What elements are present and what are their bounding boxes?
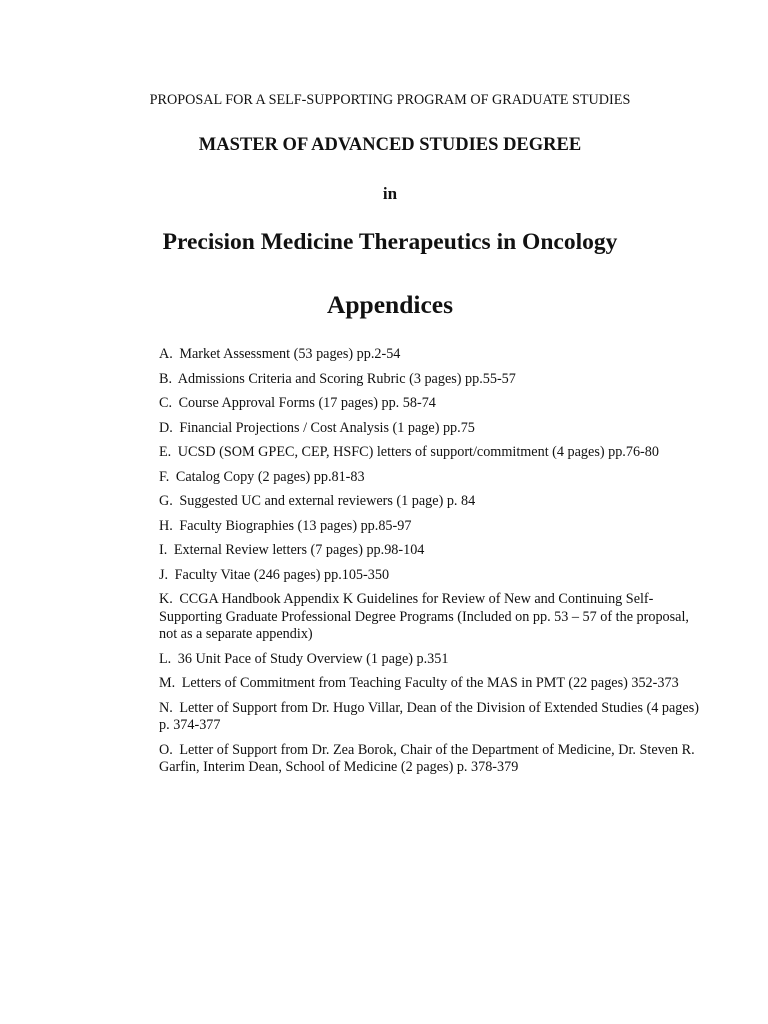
appendix-text: UCSD (SOM GPEC, CEP, HSFC) letters of support/commitment (4 pages) pp.76-80	[177, 444, 659, 460]
appendix-text: External Review letters (7 pages) pp.98-104	[173, 542, 425, 558]
appendix-item-l	[159, 651, 699, 669]
appendix-text: CCGA Handbook Appendix K Guidelines for Review of New and Continuing Self-Supporting Graduate Professional Degree Programs (Included on pp. 53 – 57 of the proposal, not as a separate appendix)	[159, 591, 689, 642]
appendix-text: Market Assessment (53 pages) pp.2-54	[179, 346, 401, 362]
appendix-text: Letters of Commitment from Teaching Faculty of the MAS in PMT (22 pages) 352-373	[181, 675, 679, 691]
appendix-item-a	[159, 346, 699, 364]
appendix-item-i	[159, 542, 699, 560]
appendix-letter: I.	[159, 542, 168, 558]
appendix-item-m	[159, 675, 699, 693]
appendix-text: Suggested UC and external reviewers (1 page) p. 84	[179, 493, 476, 509]
appendix-text: Faculty Biographies (13 pages) pp.85-97	[179, 517, 412, 534]
appendix-letter: G.	[159, 493, 173, 509]
appendix-letter: N.	[159, 699, 173, 716]
appendices-title: Appendices	[326, 290, 454, 319]
appendix-letter: J.	[159, 566, 169, 583]
connector-word: in	[382, 184, 398, 203]
appendix-letter: E.	[159, 444, 172, 460]
appendix-item-e	[159, 444, 699, 462]
appendix-list	[159, 346, 699, 784]
appendix-item-o	[159, 742, 699, 777]
appendix-letter: H.	[159, 517, 173, 534]
appendix-text: 36 Unit Pace of Study Overview (1 page) p.351	[177, 650, 449, 667]
appendix-letter: L.	[159, 650, 172, 667]
appendix-item-f	[159, 469, 699, 487]
proposal-heading: PROPOSAL FOR A SELF-SUPPORTING PROGRAM OF GRADUATE STUDIES	[149, 92, 631, 108]
appendix-text: Financial Projections / Cost Analysis (1 page) pp.75	[179, 419, 475, 436]
appendix-letter: O.	[159, 741, 173, 758]
appendix-letter: D.	[159, 419, 173, 436]
appendix-letter: F.	[159, 468, 170, 485]
appendix-item-g	[159, 493, 699, 511]
appendix-text: Faculty Vitae (246 pages) pp.105-350	[174, 566, 390, 583]
appendix-letter: K.	[159, 591, 173, 607]
appendix-letter: A.	[159, 346, 173, 362]
appendix-letter: B.	[159, 370, 173, 387]
appendix-text: Admissions Criteria and Scoring Rubric (3 pages) pp.55-57	[177, 370, 516, 387]
appendix-text: Course Approval Forms (17 pages) pp. 58-74	[178, 395, 436, 411]
program-title: Precision Medicine Therapeutics in Oncology	[162, 229, 618, 255]
appendix-letter: C.	[159, 395, 173, 411]
degree-title: MASTER OF ADVANCED STUDIES DEGREE	[198, 135, 582, 155]
appendix-item-j	[159, 567, 699, 585]
appendix-text: Catalog Copy (2 pages) pp.81-83	[175, 468, 365, 485]
appendix-letter: M.	[159, 675, 176, 691]
appendix-item-c	[159, 395, 699, 413]
appendix-item-d	[159, 420, 699, 438]
appendix-text: Letter of Support from Dr. Hugo Villar, Dean of the Division of Extended Studies (4 pages) p. 374-377	[159, 699, 699, 733]
appendix-text: Letter of Support from Dr. Zea Borok, Chair of the Department of Medicine, Dr. Steven R. Garfin, Interim Dean, School of Medicine (2 pages) p. 378-379	[159, 741, 695, 775]
appendix-item-h	[159, 518, 699, 536]
appendix-item-b	[159, 371, 699, 389]
appendix-item-n	[159, 700, 699, 735]
appendix-item-k	[159, 591, 699, 644]
